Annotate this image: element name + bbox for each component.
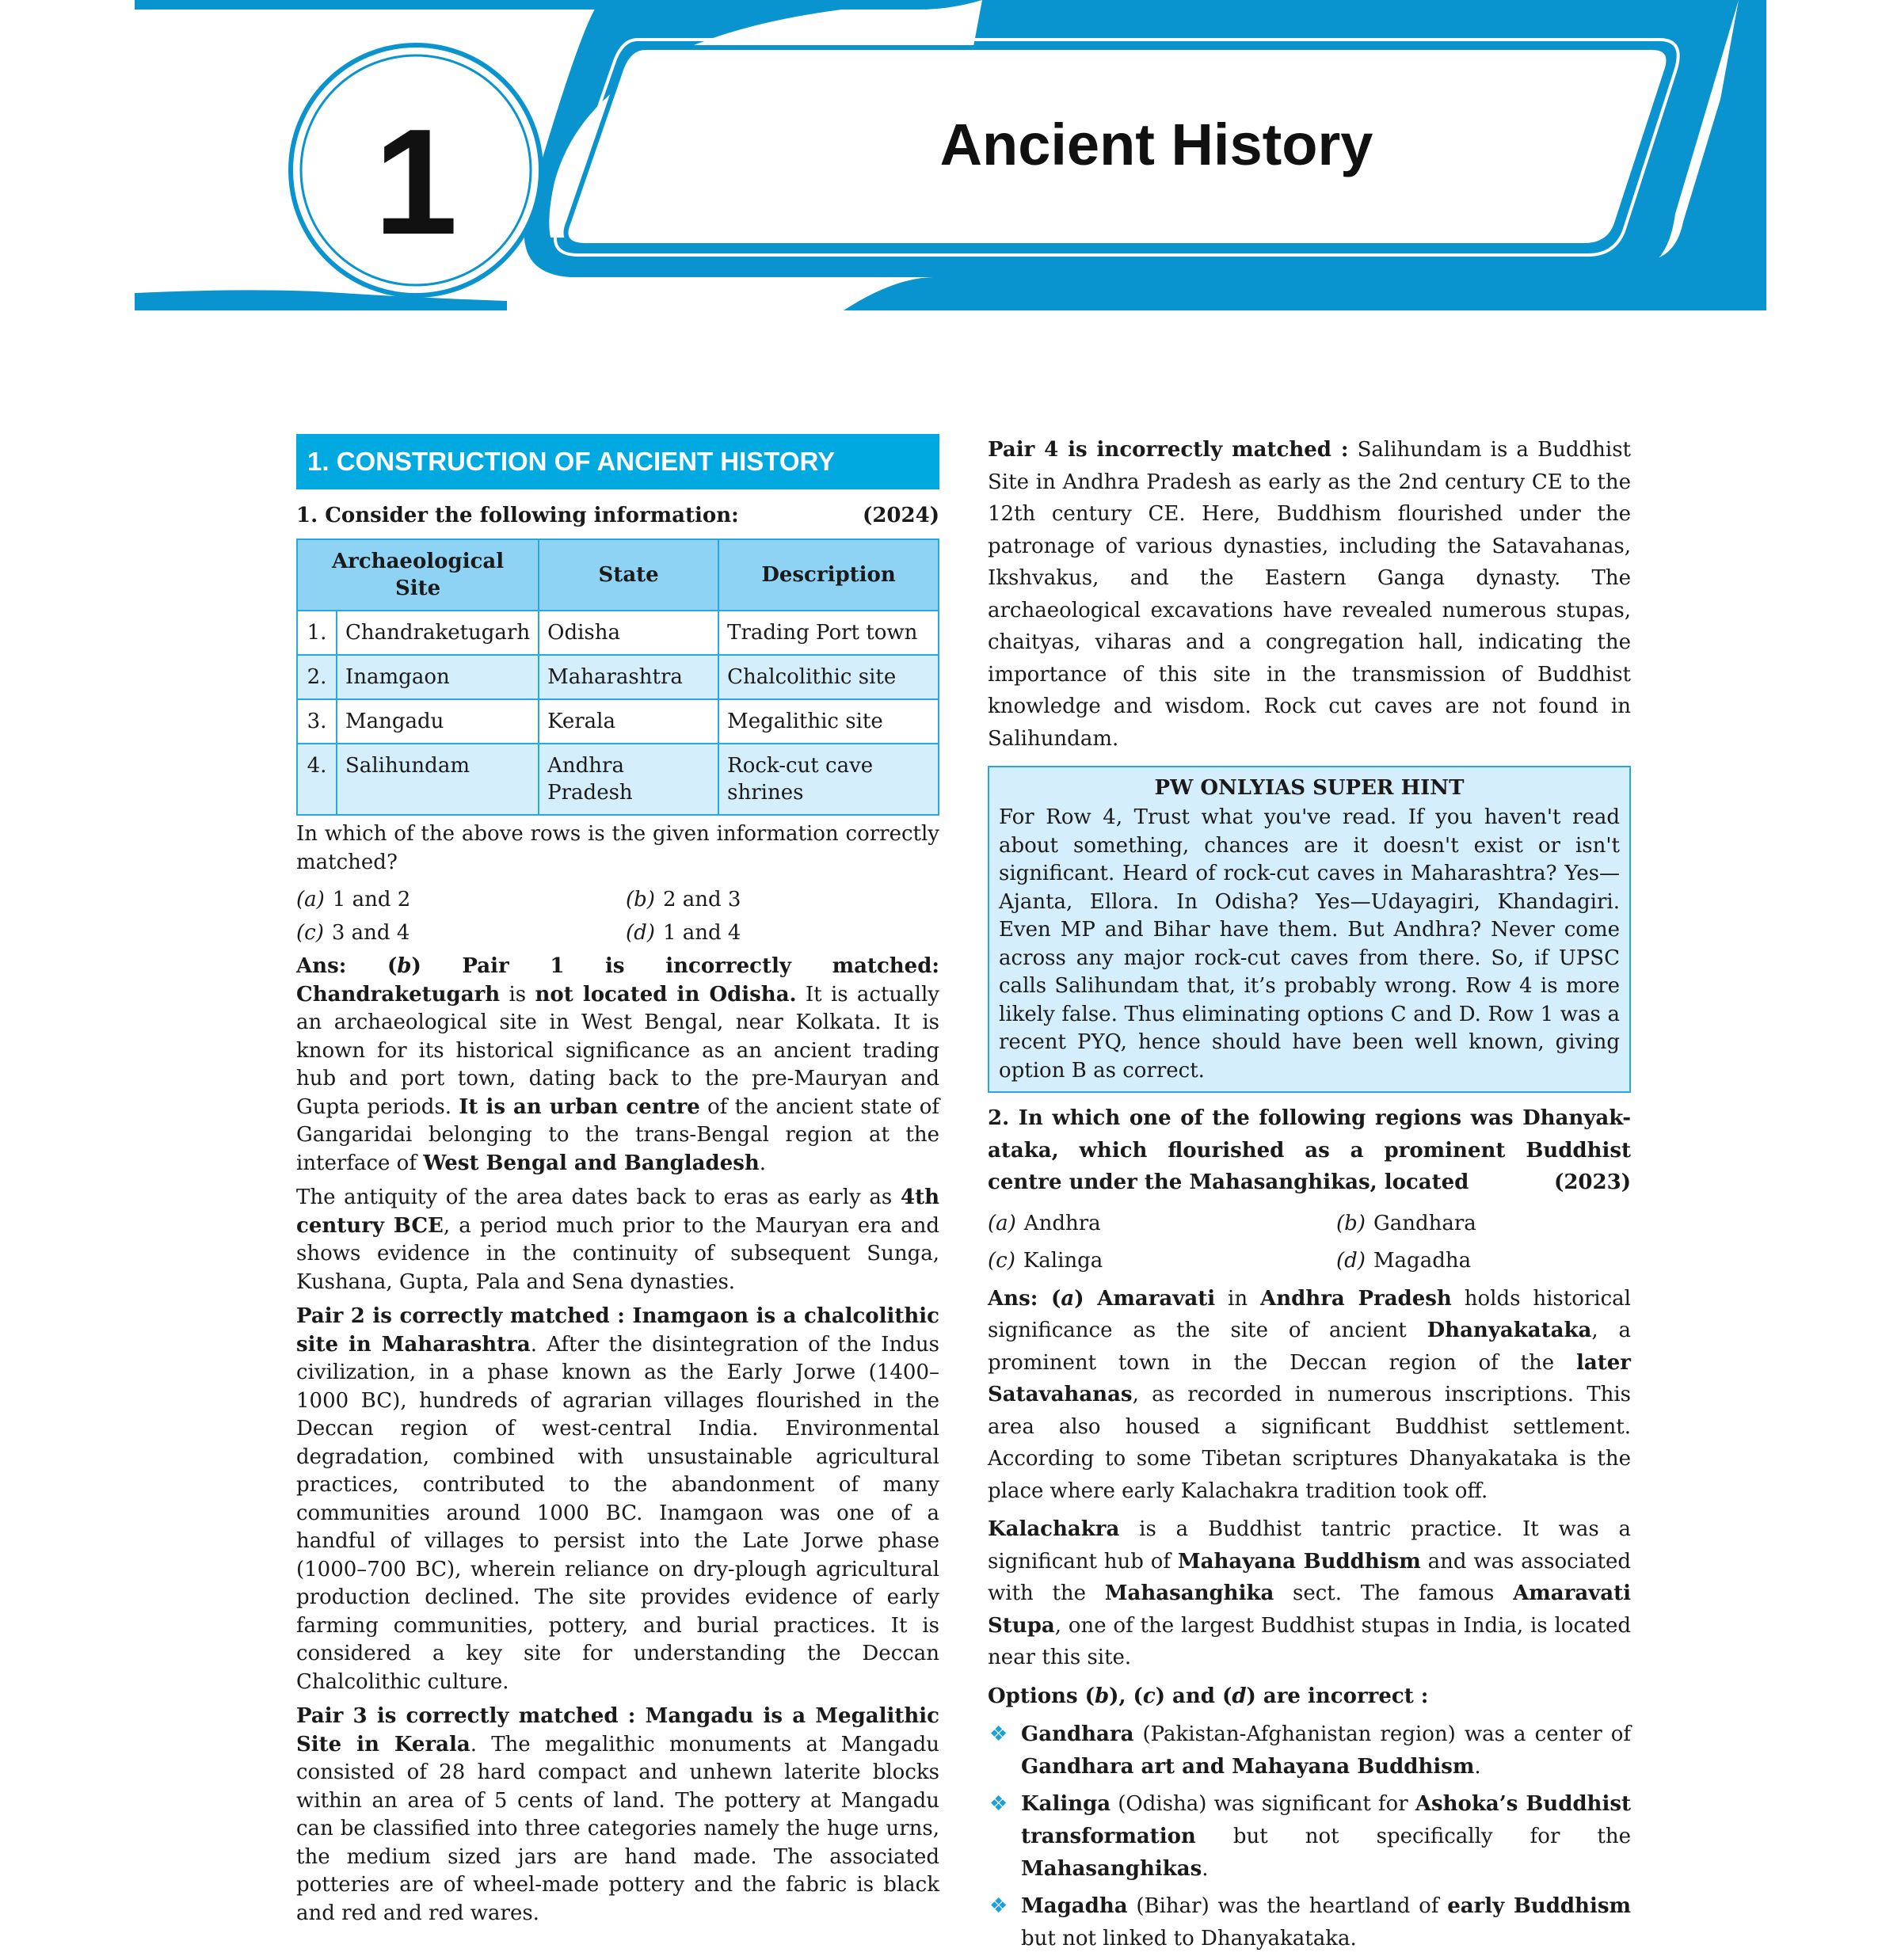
table-header-row (297, 539, 939, 611)
list-item: ❖ Kalinga (Odisha) was significant for Ashoka’s Buddhist transformation but not specifically for the Mahasanghikas. (988, 1788, 1631, 1886)
row-site: Mangadu (337, 699, 539, 744)
row-state: Odisha (539, 611, 718, 655)
question-1-year: (2024) (863, 504, 939, 527)
question-1-options (296, 883, 939, 950)
question-2-options (988, 1205, 1631, 1280)
table-row (297, 655, 939, 699)
question-1-header (296, 500, 939, 531)
table-header-description: Description (718, 539, 939, 611)
row-site: Chandraketugarh (337, 611, 539, 655)
chapter-title: Ancient History (939, 112, 1373, 177)
pair-4-paragraph: Pair 4 is incorrectly matched : Salihundam is a Buddhist Site in Andhra Pradesh as early as the 2nd century CE to the 12th century CE. Here, Buddhism flourished under the patronage of various dynasties, including the Satavahanas, Ikshvakus, and the Eastern Ganga dynasty. The archaeological excavations have revealed numerous stupas, chaityas, viharas and a congregation hall, indicating the importance of this site in the transmission of Buddhist knowledge and wisdom. Rock cut caves are not found in Salihundam. (988, 438, 1632, 751)
diamond-bullet-icon: ❖ (989, 1894, 1008, 1918)
kalachakra-paragraph: Kalachakra is a Buddhist tantric practice. It was a significant hub of Mahayana Buddhism and was associated with the Mahasanghika sect. The famous Amaravati Stupa, one of the largest Buddhist stupas in India, is located near this site. (988, 1517, 1632, 1669)
question-1-text: In which of the above rows is the given information correctly matched? (296, 822, 939, 874)
question-2-year: (2023) (1554, 1170, 1631, 1194)
question-2-prompt: 2. In which one of the following regions was Dhanyak-ataka, which flourished as a prominent Buddhist centre under the Mahasanghikas, located (2023) (988, 1102, 1631, 1199)
row-number: 1. (297, 611, 337, 655)
option-a: (a) Andhra (988, 1211, 1101, 1235)
row-state: Maharashtra (539, 655, 718, 699)
table-header-site: Archaeological Site (297, 539, 539, 611)
answer-1-paragraph: Ans: (b) Pair 1 is incorrectly matched: Chandraketugarh is not located in Odisha. It is actually an archaeological site in West Bengal, near Kolkata. It is known for its historical significance as an ancient trading hub and port town, dating back to the pre-Mauryan and Gupta periods. It is an urban centre of the ancient state of Gangaridai belonging to the trans-Bengal region at the interface of West Bengal and Bangladesh. (296, 954, 939, 1175)
section-heading: 1. CONSTRUCTION OF ANCIENT HISTORY (296, 434, 939, 489)
incorrect-options-list (988, 1718, 1631, 1955)
right-column (988, 434, 1631, 1960)
option-a: (a) 1 and 2 (296, 888, 411, 911)
list-item: ❖ Magadha (Bihar) was the heartland of early Buddhism but not linked to Dhanyakataka. (988, 1890, 1631, 1955)
hint-title: PW ONLYIAS SUPER HINT (1154, 776, 1465, 800)
pair-3-paragraph: Pair 3 is correctly matched : Mangadu is a Megalithic Site in Kerala. The megalithic monuments at Mangadu consisted of 28 hard compact and unhewn laterite blocks within an area of 5 cents of land. The pottery at Mangadu can be classified into three categories namely the huge urns, the medium sized jars are hand made. The associated potteries are of wheel-made pottery and the fabric is black and red and red wares. (296, 1704, 939, 1925)
row-description: Chalcolithic site (718, 655, 939, 699)
table-row (297, 699, 939, 744)
answer-2-paragraph: Ans: (a) Amaravati in Andhra Pradesh holds historical significance as the site of ancient Dhanyakataka, a prominent town in the Deccan region of the later Satavahanas, as recorded in numerous inscriptions. This area also housed a significant Buddhist settlement. According to some Tibetan scriptures Dhanyakataka is the place where early Kalachakra tradition took off. (988, 1286, 1632, 1503)
left-column (296, 434, 939, 1934)
row-state: Kerala (539, 699, 718, 744)
row-number: 4. (297, 744, 337, 815)
diamond-bullet-icon: ❖ (989, 1722, 1008, 1746)
row-state: Andhra Pradesh (539, 744, 718, 815)
diamond-bullet-icon: ❖ (989, 1792, 1008, 1816)
option-c: (c) Kalinga (988, 1248, 1103, 1273)
incorrect-options-heading: Options (b), (c) and (d) are incorrect : (988, 1684, 1429, 1708)
row-site: Salihundam (337, 744, 539, 815)
antiquity-paragraph: The antiquity of the area dates back to eras as early as 4th century BCE, a period much prior to the Mauryan era and shows evidence in the continuity of subsequent Sunga, Kushana, Gupta, Pala and Sena dynasties. (296, 1186, 940, 1294)
row-site: Inamgaon (337, 655, 539, 699)
row-description: Rock-cut cave shrines (718, 744, 939, 815)
table-header-state: State (539, 539, 718, 611)
row-description: Trading Port town (718, 611, 939, 655)
option-d: (d) Magadha (1336, 1248, 1472, 1273)
option-d: (d) 1 and 4 (626, 921, 741, 945)
hint-text: For Row 4, Trust what you've read. If you haven't read about something, chances are it doesn't exist or isn't significant. Heard of rock-cut caves in Maharashtra? Yes—Ajanta, Ellora. In Odisha? Yes—Udayagiri, Khandagiri. Even MP and Bihar have them. But Andhra? Never come across any major rock-cut caves from there. So, if UPSC calls Salihundam that, it’s probably wrong. Row 4 is more likely false. Thus eliminating options C and D. Row 1 was a recent PYQ, hence should have been well known, giving option B as correct. (999, 805, 1620, 1083)
chapter-number: 1 (374, 98, 458, 266)
option-b: (b) Gandhara (1336, 1211, 1476, 1235)
sites-table (296, 539, 939, 816)
row-number: 3. (297, 699, 337, 744)
question-1-prompt: 1. Consider the following information: (296, 504, 739, 527)
row-description: Megalithic site (718, 699, 939, 744)
super-hint-box (988, 766, 1631, 1093)
option-c: (c) 3 and 4 (296, 921, 410, 945)
table-row (297, 744, 939, 815)
pair-2-paragraph: Pair 2 is correctly matched : Inamgaon is a chalcolithic site in Maharashtra. After the disintegration of the Indus civilization, in a phase known as the Early Jorwe (1400– 1000 BC), hundreds of agrarian villages flourished in the Deccan region of west-central India. Environmental degradation, combined with unsustainable agricultural practices, contributed to the abandonment of many communities around 1000 BC. Inamgaon was one of a handful of villages to persist into the Late Jorwe phase (1000–700 BC), wherein reliance on dry-plough agricultural production declined. The site provides evidence of early farming communities, pottery, and burial practices. It is considered a key site for understanding the Deccan Chalcolithic culture. (296, 1304, 939, 1694)
row-number: 2. (297, 655, 337, 699)
list-item: ❖ Gandhara (Pakistan-Afghanistan region) was a center of Gandhara art and Mahayana Buddhism. (988, 1718, 1631, 1783)
option-b: (b) 2 and 3 (626, 888, 741, 911)
table-row (297, 611, 939, 655)
